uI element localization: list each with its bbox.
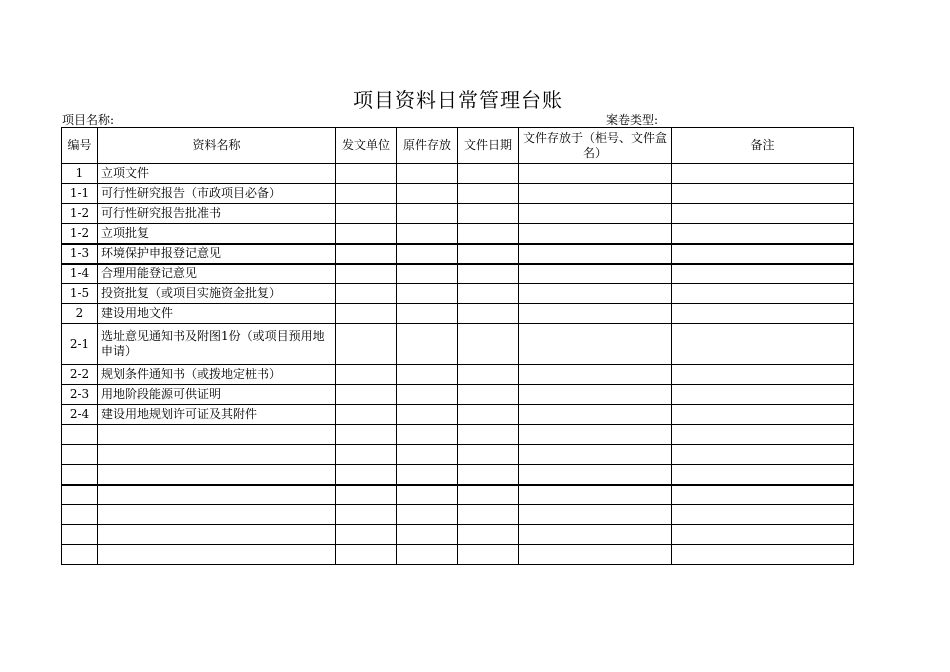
remarks-cell[interactable]: [672, 284, 854, 304]
location-cell[interactable]: [519, 204, 672, 224]
document-name: [98, 445, 336, 465]
location-cell[interactable]: [519, 465, 672, 485]
remarks-cell[interactable]: [672, 164, 854, 184]
row-number: [62, 505, 98, 525]
date-cell[interactable]: [458, 465, 519, 485]
document-name: 合理用能登记意见: [98, 264, 336, 284]
remarks-cell[interactable]: [672, 445, 854, 465]
remarks-cell[interactable]: [672, 224, 854, 244]
table-row: [62, 445, 854, 465]
date-cell[interactable]: [458, 184, 519, 204]
original-cell[interactable]: [397, 304, 458, 324]
original-cell[interactable]: [397, 425, 458, 445]
original-cell[interactable]: [397, 204, 458, 224]
remarks-cell[interactable]: [672, 505, 854, 525]
date-cell[interactable]: [458, 525, 519, 545]
remarks-cell[interactable]: [672, 244, 854, 264]
document-name: 立项批复: [98, 224, 336, 244]
original-cell[interactable]: [397, 465, 458, 485]
table-row: [62, 284, 854, 304]
page-title: 项目资料日常管理台账: [353, 88, 563, 112]
table-row: [62, 264, 854, 284]
date-cell[interactable]: [458, 365, 519, 385]
row-number: 2-2: [62, 365, 98, 385]
original-cell[interactable]: [397, 184, 458, 204]
document-name: 可行性研究报告（市政项目必备）: [98, 184, 336, 204]
remarks-cell[interactable]: [672, 545, 854, 565]
original-cell[interactable]: [397, 385, 458, 405]
row-number: 2: [62, 304, 98, 324]
issuer-cell[interactable]: [336, 304, 397, 324]
date-cell[interactable]: [458, 545, 519, 565]
table-row: [62, 545, 854, 565]
remarks-cell[interactable]: [672, 324, 854, 365]
remarks-cell[interactable]: [672, 365, 854, 385]
issuer-cell[interactable]: [336, 184, 397, 204]
location-cell[interactable]: [519, 244, 672, 264]
row-number: 1-2: [62, 204, 98, 224]
issuer-cell[interactable]: [336, 385, 397, 405]
document-name: [98, 545, 336, 565]
original-cell[interactable]: [397, 485, 458, 505]
file-type-label: 案卷类型:: [606, 113, 659, 127]
remarks-cell[interactable]: [672, 425, 854, 445]
original-cell[interactable]: [397, 164, 458, 184]
date-cell[interactable]: [458, 204, 519, 224]
section-title: 建设用地文件: [98, 304, 336, 324]
header-row: [62, 128, 854, 164]
col-header-original: 原件存放: [397, 128, 458, 164]
document-name: 投资批复（或项目实施资金批复）: [98, 284, 336, 304]
original-cell[interactable]: [397, 525, 458, 545]
issuer-cell[interactable]: [336, 405, 397, 425]
remarks-cell[interactable]: [672, 184, 854, 204]
date-cell[interactable]: [458, 244, 519, 264]
remarks-cell[interactable]: [672, 485, 854, 505]
original-cell[interactable]: [397, 405, 458, 425]
original-cell[interactable]: [397, 445, 458, 465]
location-cell[interactable]: [519, 545, 672, 565]
ledger-body: [62, 164, 854, 565]
table-row: [62, 304, 854, 324]
document-name: 环境保护申报登记意见: [98, 244, 336, 264]
remarks-cell[interactable]: [672, 385, 854, 405]
table-row: [62, 224, 854, 244]
table-row: [62, 204, 854, 224]
document-name: [98, 505, 336, 525]
date-cell[interactable]: [458, 485, 519, 505]
location-cell[interactable]: [519, 365, 672, 385]
row-number: [62, 425, 98, 445]
table-row: [62, 184, 854, 204]
issuer-cell[interactable]: [336, 264, 397, 284]
table-row: [62, 465, 854, 485]
document-name: 用地阶段能源可供证明: [98, 385, 336, 405]
location-cell[interactable]: [519, 405, 672, 425]
table-row: [62, 405, 854, 425]
row-number: 1-2: [62, 224, 98, 244]
original-cell[interactable]: [397, 264, 458, 284]
row-number: [62, 485, 98, 505]
date-cell[interactable]: [458, 324, 519, 365]
row-number: [62, 545, 98, 565]
row-number: 1-4: [62, 264, 98, 284]
issuer-cell[interactable]: [336, 204, 397, 224]
location-cell[interactable]: [519, 445, 672, 465]
remarks-cell[interactable]: [672, 204, 854, 224]
document-name: 选址意见通知书及附图1份（或项目预用地申请）: [98, 324, 336, 365]
original-cell[interactable]: [397, 224, 458, 244]
row-number: 1-5: [62, 284, 98, 304]
date-cell[interactable]: [458, 405, 519, 425]
col-header-no: 编号: [62, 128, 98, 164]
original-cell[interactable]: [397, 365, 458, 385]
date-cell[interactable]: [458, 505, 519, 525]
col-header-date: 文件日期: [458, 128, 519, 164]
location-cell[interactable]: [519, 505, 672, 525]
document-name: 规划条件通知书（或拨地定桩书）: [98, 365, 336, 385]
location-cell[interactable]: [519, 264, 672, 284]
issuer-cell[interactable]: [336, 324, 397, 365]
issuer-cell[interactable]: [336, 445, 397, 465]
table-row: [62, 505, 854, 525]
remarks-cell[interactable]: [672, 304, 854, 324]
remarks-cell[interactable]: [672, 405, 854, 425]
location-cell[interactable]: [519, 425, 672, 445]
document-name: 可行性研究报告批准书: [98, 204, 336, 224]
issuer-cell[interactable]: [336, 525, 397, 545]
date-cell[interactable]: [458, 425, 519, 445]
table-row: [62, 244, 854, 264]
location-cell[interactable]: [519, 224, 672, 244]
col-header-issuer: 发文单位: [336, 128, 397, 164]
original-cell[interactable]: [397, 545, 458, 565]
document-name: [98, 465, 336, 485]
issuer-cell[interactable]: [336, 224, 397, 244]
issuer-cell[interactable]: [336, 365, 397, 385]
row-number: 2-3: [62, 385, 98, 405]
date-cell[interactable]: [458, 284, 519, 304]
document-name: [98, 525, 336, 545]
location-cell[interactable]: [519, 184, 672, 204]
issuer-cell[interactable]: [336, 425, 397, 445]
issuer-cell[interactable]: [336, 545, 397, 565]
issuer-cell[interactable]: [336, 164, 397, 184]
location-cell[interactable]: [519, 324, 672, 365]
table-row: [62, 425, 854, 445]
location-cell[interactable]: [519, 164, 672, 184]
document-name: [98, 485, 336, 505]
section-title: 立项文件: [98, 164, 336, 184]
col-header-remarks: 备注: [672, 128, 854, 164]
table-row: [62, 525, 854, 545]
table-row: [62, 365, 854, 385]
original-cell[interactable]: [397, 284, 458, 304]
table-row: [62, 385, 854, 405]
original-cell[interactable]: [397, 244, 458, 264]
location-cell[interactable]: [519, 284, 672, 304]
issuer-cell[interactable]: [336, 465, 397, 485]
issuer-cell[interactable]: [336, 485, 397, 505]
date-cell[interactable]: [458, 164, 519, 184]
location-cell[interactable]: [519, 485, 672, 505]
location-cell[interactable]: [519, 525, 672, 545]
issuer-cell[interactable]: [336, 505, 397, 525]
col-header-name: 资料名称: [98, 128, 336, 164]
location-cell[interactable]: [519, 304, 672, 324]
original-cell[interactable]: [397, 505, 458, 525]
document-name: 建设用地规划许可证及其附件: [98, 405, 336, 425]
row-number: 1: [62, 164, 98, 184]
row-number: 2-4: [62, 405, 98, 425]
date-cell[interactable]: [458, 304, 519, 324]
date-cell[interactable]: [458, 264, 519, 284]
row-number: 1-3: [62, 244, 98, 264]
remarks-cell[interactable]: [672, 264, 854, 284]
row-number: [62, 445, 98, 465]
row-number: 1-1: [62, 184, 98, 204]
table-row: [62, 164, 854, 184]
issuer-cell[interactable]: [336, 244, 397, 264]
row-number: [62, 525, 98, 545]
table-row: [62, 485, 854, 505]
remarks-cell[interactable]: [672, 525, 854, 545]
location-cell[interactable]: [519, 385, 672, 405]
row-number: 2-1: [62, 324, 98, 365]
project-name-label: 项目名称:: [62, 113, 115, 127]
row-number: [62, 465, 98, 485]
col-header-location: 文件存放于（柜号、文件盒名）: [519, 128, 672, 164]
date-cell[interactable]: [458, 385, 519, 405]
document-name: [98, 425, 336, 445]
issuer-cell[interactable]: [336, 284, 397, 304]
original-cell[interactable]: [397, 324, 458, 365]
date-cell[interactable]: [458, 445, 519, 465]
remarks-cell[interactable]: [672, 465, 854, 485]
table-row: [62, 324, 854, 365]
date-cell[interactable]: [458, 224, 519, 244]
ledger-table: [61, 127, 854, 565]
